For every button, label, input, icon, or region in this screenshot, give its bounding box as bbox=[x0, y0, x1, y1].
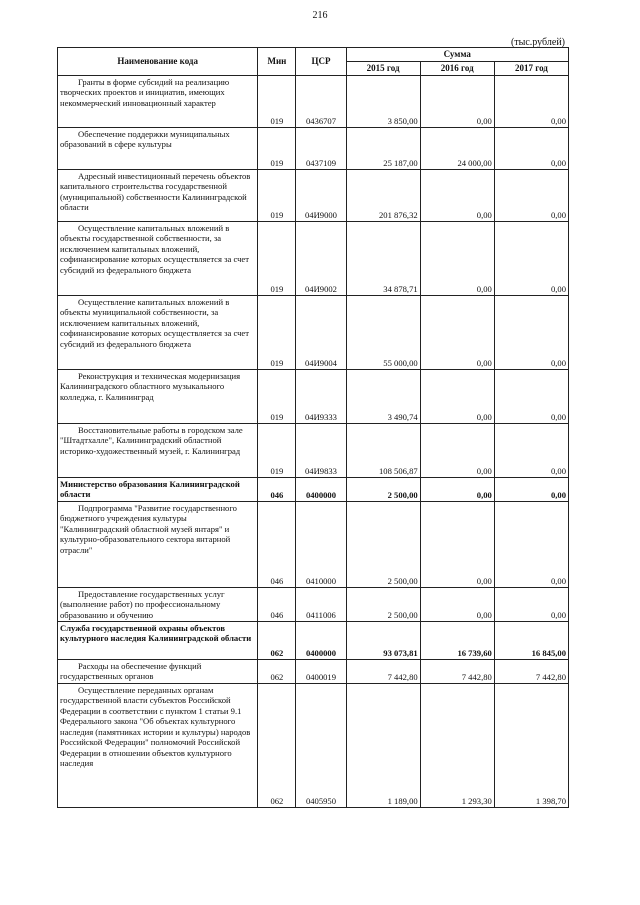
row-sum-2016: 1 293,30 bbox=[420, 684, 494, 808]
row-csr: 04И9333 bbox=[296, 370, 346, 424]
row-sum-2016: 0,00 bbox=[420, 76, 494, 128]
row-csr: 0405950 bbox=[296, 684, 346, 808]
row-min: 019 bbox=[258, 76, 296, 128]
row-sum-2015: 108 506,87 bbox=[346, 424, 420, 478]
row-sum-2015: 2 500,00 bbox=[346, 478, 420, 502]
row-name: Восстановительные работы в городском зале "Штадтхалле", Калининградский областной историко-художественный музей, г. Калининград bbox=[58, 424, 258, 478]
row-sum-2016: 0,00 bbox=[420, 588, 494, 622]
row-min: 019 bbox=[258, 296, 296, 370]
header-2017: 2017 год bbox=[494, 62, 568, 76]
row-sum-2016: 0,00 bbox=[420, 478, 494, 502]
table-row bbox=[58, 170, 569, 222]
units-label: (тыс.рублей) bbox=[510, 37, 565, 48]
row-min: 062 bbox=[258, 684, 296, 808]
row-sum-2015: 3 490,74 bbox=[346, 370, 420, 424]
row-sum-2016: 0,00 bbox=[420, 424, 494, 478]
row-sum-2016: 0,00 bbox=[420, 370, 494, 424]
row-csr: 0400000 bbox=[296, 622, 346, 660]
row-sum-2017: 0,00 bbox=[494, 478, 568, 502]
row-sum-2015: 2 500,00 bbox=[346, 502, 420, 588]
table-row bbox=[58, 296, 569, 370]
row-sum-2017: 0,00 bbox=[494, 76, 568, 128]
table-row bbox=[58, 588, 569, 622]
row-min: 062 bbox=[258, 622, 296, 660]
row-sum-2015: 201 876,32 bbox=[346, 170, 420, 222]
row-sum-2016: 24 000,00 bbox=[420, 128, 494, 170]
row-sum-2017: 0,00 bbox=[494, 170, 568, 222]
table-row bbox=[58, 684, 569, 808]
budget-table bbox=[57, 47, 569, 808]
row-sum-2017: 0,00 bbox=[494, 424, 568, 478]
table-row bbox=[58, 370, 569, 424]
table-row bbox=[58, 222, 569, 296]
table-row bbox=[58, 622, 569, 660]
row-sum-2017: 16 845,00 bbox=[494, 622, 568, 660]
row-min: 062 bbox=[258, 660, 296, 684]
row-csr: 0400019 bbox=[296, 660, 346, 684]
row-csr: 04И9000 bbox=[296, 170, 346, 222]
row-csr: 0410000 bbox=[296, 502, 346, 588]
row-name: Обеспечение поддержки муниципальных образований в сфере культуры bbox=[58, 128, 258, 170]
row-sum-2016: 7 442,80 bbox=[420, 660, 494, 684]
table-row bbox=[58, 660, 569, 684]
header-2015: 2015 год bbox=[346, 62, 420, 76]
header-2016: 2016 год bbox=[420, 62, 494, 76]
row-csr: 04И9002 bbox=[296, 222, 346, 296]
row-sum-2015: 34 878,71 bbox=[346, 222, 420, 296]
header-csr: ЦСР bbox=[296, 48, 346, 76]
table-row bbox=[58, 76, 569, 128]
row-name: Адресный инвестиционный перечень объектов капитального строительства государственной (муниципальной) собственности Калининградской области bbox=[58, 170, 258, 222]
row-min: 019 bbox=[258, 222, 296, 296]
row-sum-2015: 3 850,00 bbox=[346, 76, 420, 128]
row-sum-2016: 0,00 bbox=[420, 222, 494, 296]
row-csr: 0437109 bbox=[296, 128, 346, 170]
row-sum-2015: 55 000,00 bbox=[346, 296, 420, 370]
row-sum-2017: 0,00 bbox=[494, 128, 568, 170]
row-min: 019 bbox=[258, 128, 296, 170]
header-min: Мин bbox=[258, 48, 296, 76]
row-csr: 0436707 bbox=[296, 76, 346, 128]
header-name: Наименование кода bbox=[58, 48, 258, 76]
row-sum-2015: 2 500,00 bbox=[346, 588, 420, 622]
row-csr: 0411006 bbox=[296, 588, 346, 622]
row-name: Осуществление капитальных вложений в объекты муниципальной собственности, за исключением капитальных вложений, софинансирование которых осуществляется за счет субсидий из федерального бюджета bbox=[58, 296, 258, 370]
row-name: Подпрограмма "Развитие государственного бюджетного учреждения культуры "Калининградский областной музей янтаря" и культурно-образовательного сектора янтарной отрасли" bbox=[58, 502, 258, 588]
row-sum-2016: 16 739,60 bbox=[420, 622, 494, 660]
row-sum-2017: 1 398,70 bbox=[494, 684, 568, 808]
row-sum-2017: 0,00 bbox=[494, 502, 568, 588]
row-min: 019 bbox=[258, 424, 296, 478]
row-sum-2017: 0,00 bbox=[494, 296, 568, 370]
row-sum-2016: 0,00 bbox=[420, 502, 494, 588]
row-sum-2017: 7 442,80 bbox=[494, 660, 568, 684]
row-min: 019 bbox=[258, 170, 296, 222]
row-sum-2015: 93 073,81 bbox=[346, 622, 420, 660]
row-min: 046 bbox=[258, 588, 296, 622]
row-sum-2015: 7 442,80 bbox=[346, 660, 420, 684]
row-sum-2017: 0,00 bbox=[494, 588, 568, 622]
table-row bbox=[58, 128, 569, 170]
row-sum-2017: 0,00 bbox=[494, 222, 568, 296]
row-name: Служба государственной охраны объектов культурного наследия Калининградской области bbox=[58, 622, 258, 660]
row-sum-2016: 0,00 bbox=[420, 296, 494, 370]
row-min: 019 bbox=[258, 370, 296, 424]
row-csr: 04И9004 bbox=[296, 296, 346, 370]
row-min: 046 bbox=[258, 478, 296, 502]
table-row bbox=[58, 502, 569, 588]
row-name: Министерство образования Калининградской области bbox=[58, 478, 258, 502]
row-name: Осуществление переданных органам государственной власти субъектов Российской Федерации в соответствии с пунктом 1 статьи 9.1 Федерального закона "Об объектах культурного наследия (памятниках истории и культуры) народов Российской Федерации" полномочий Российской Федерации в отношении объектов культурного наследия bbox=[58, 684, 258, 808]
row-name: Осуществление капитальных вложений в объекты государственной собственности, за исключением капитальных вложений, софинансирование которых осуществляется за счет субсидий из федерального бюджета bbox=[58, 222, 258, 296]
row-sum-2015: 1 189,00 bbox=[346, 684, 420, 808]
row-sum-2015: 25 187,00 bbox=[346, 128, 420, 170]
row-name: Гранты в форме субсидий на реализацию творческих проектов и инициатив, имеющих некоммерческий инновационный характер bbox=[58, 76, 258, 128]
row-sum-2016: 0,00 bbox=[420, 170, 494, 222]
row-min: 046 bbox=[258, 502, 296, 588]
row-name: Предоставление государственных услуг (выполнение работ) по профессиональному образованию и обучению bbox=[58, 588, 258, 622]
row-name: Расходы на обеспечение функций государственных органов bbox=[58, 660, 258, 684]
row-csr: 0400000 bbox=[296, 478, 346, 502]
page-number: 216 bbox=[312, 10, 328, 21]
row-name: Реконструкция и техническая модернизация Калининградского областного музыкального колледжа, г. Калининград bbox=[58, 370, 258, 424]
row-sum-2017: 0,00 bbox=[494, 370, 568, 424]
table-row bbox=[58, 424, 569, 478]
table-row bbox=[58, 478, 569, 502]
row-csr: 04И9833 bbox=[296, 424, 346, 478]
header-sum: Сумма bbox=[346, 48, 568, 62]
